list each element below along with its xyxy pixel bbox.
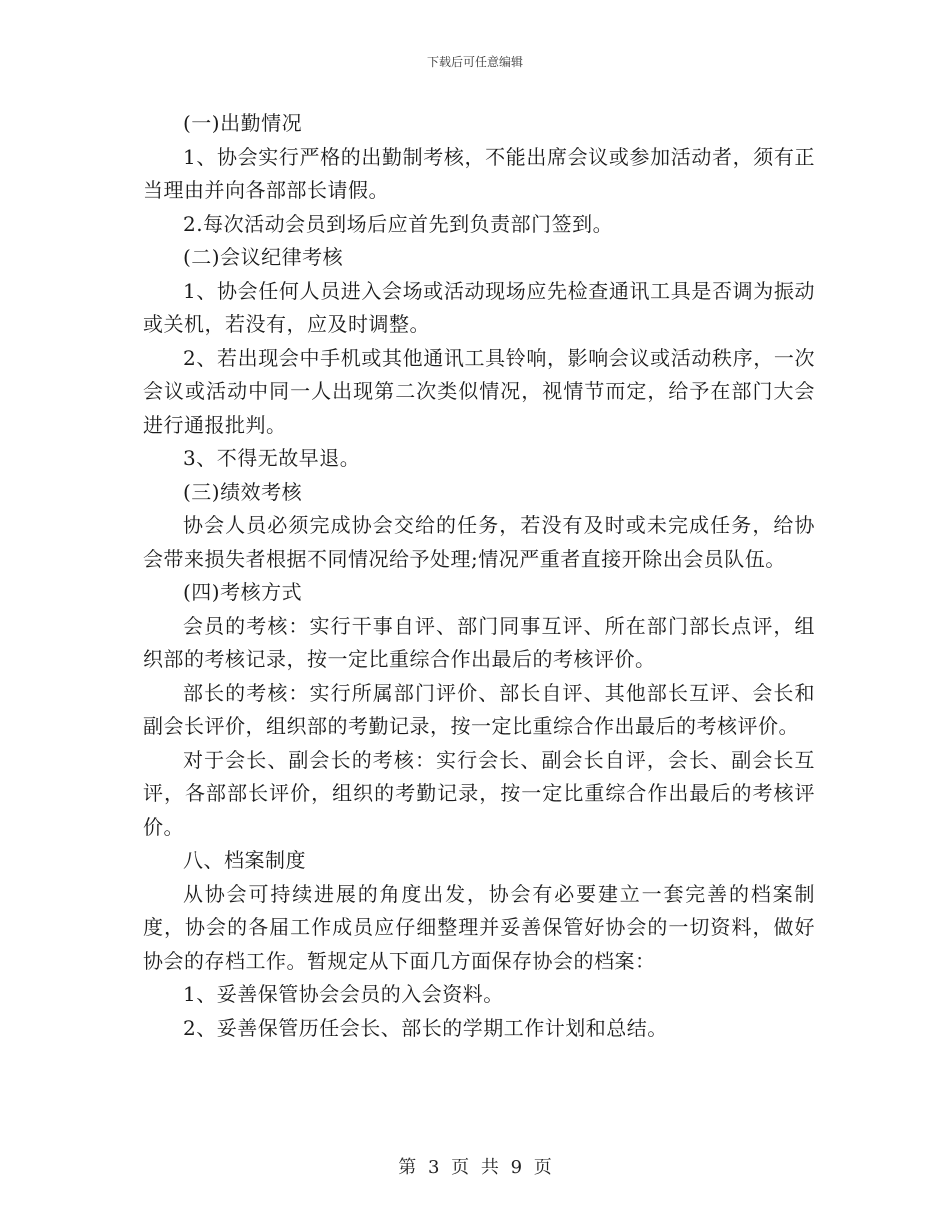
- paragraph: 2、若出现会中手机或其他通讯工具铃响，影响会议或活动秩序，一次会议或活动中同一人出现第二次类似情况，视情节而定，给予在部门大会进行通报批判。: [143, 345, 815, 437]
- document-body: [143, 107, 815, 1045]
- section-heading-archive-system: 八、档案制度: [183, 848, 306, 872]
- section-heading-meeting-discipline: (二)会议纪律考核: [183, 245, 344, 269]
- paragraph: 2、妥善保管历任会长、部长的学期工作计划和总结。: [183, 1015, 668, 1040]
- section-heading-assessment-method: (四)考核方式: [183, 580, 303, 604]
- paragraph: 2.每次活动会员到场后应首先到负责部门签到。: [183, 211, 614, 236]
- section-heading-attendance: (一)出勤情况: [183, 111, 303, 135]
- page-header-note: 下载后可任意编辑: [426, 55, 523, 69]
- paragraph: 1、协会任何人员进入会场或活动现场应先检查通讯工具是否调为振动或关机，若没有，应及时调整。: [143, 278, 815, 336]
- paragraph: 协会人员必须完成协会交给的任务，若没有及时或未完成任务，给协会带来损失者根据不同情况给予处理;情况严重者直接开除出会员队伍。: [143, 513, 815, 571]
- paragraph: 会员的考核：实行干事自评、部门同事互评、所在部门部长点评，组织部的考核记录，按一定比重综合作出最后的考核评价。: [143, 613, 815, 671]
- paragraph: 对于会长、副会长的考核：实行会长、副会长自评，会长、副会长互评，各部部长评价，组织的考勤记录，按一定比重综合作出最后的考核评价。: [143, 747, 815, 839]
- paragraph: 1、协会实行严格的出勤制考核，不能出席会议或参加活动者，须有正当理由并向各部部长请假。: [143, 144, 815, 202]
- section-heading-performance: (三)绩效考核: [183, 479, 303, 504]
- paragraph: 部长的考核：实行所属部门评价、部长自评、其他部长互评、会长和副会长评价，组织部的考勤记录，按一定比重综合作出最后的考核评价。: [143, 680, 815, 738]
- paragraph: 1、妥善保管协会会员的入会资料。: [183, 982, 504, 1006]
- page-number-footer: 第 3 页 共 9 页: [398, 1157, 552, 1178]
- paragraph: 从协会可持续进展的角度出发，协会有必要建立一套完善的档案制度，协会的各届工作成员应仔细整理并妥善保管好协会的一切资料，做好协会的存档工作。暂规定从下面几方面保存协会的档案：: [143, 881, 815, 973]
- paragraph: 3、不得无故早退。: [183, 446, 361, 470]
